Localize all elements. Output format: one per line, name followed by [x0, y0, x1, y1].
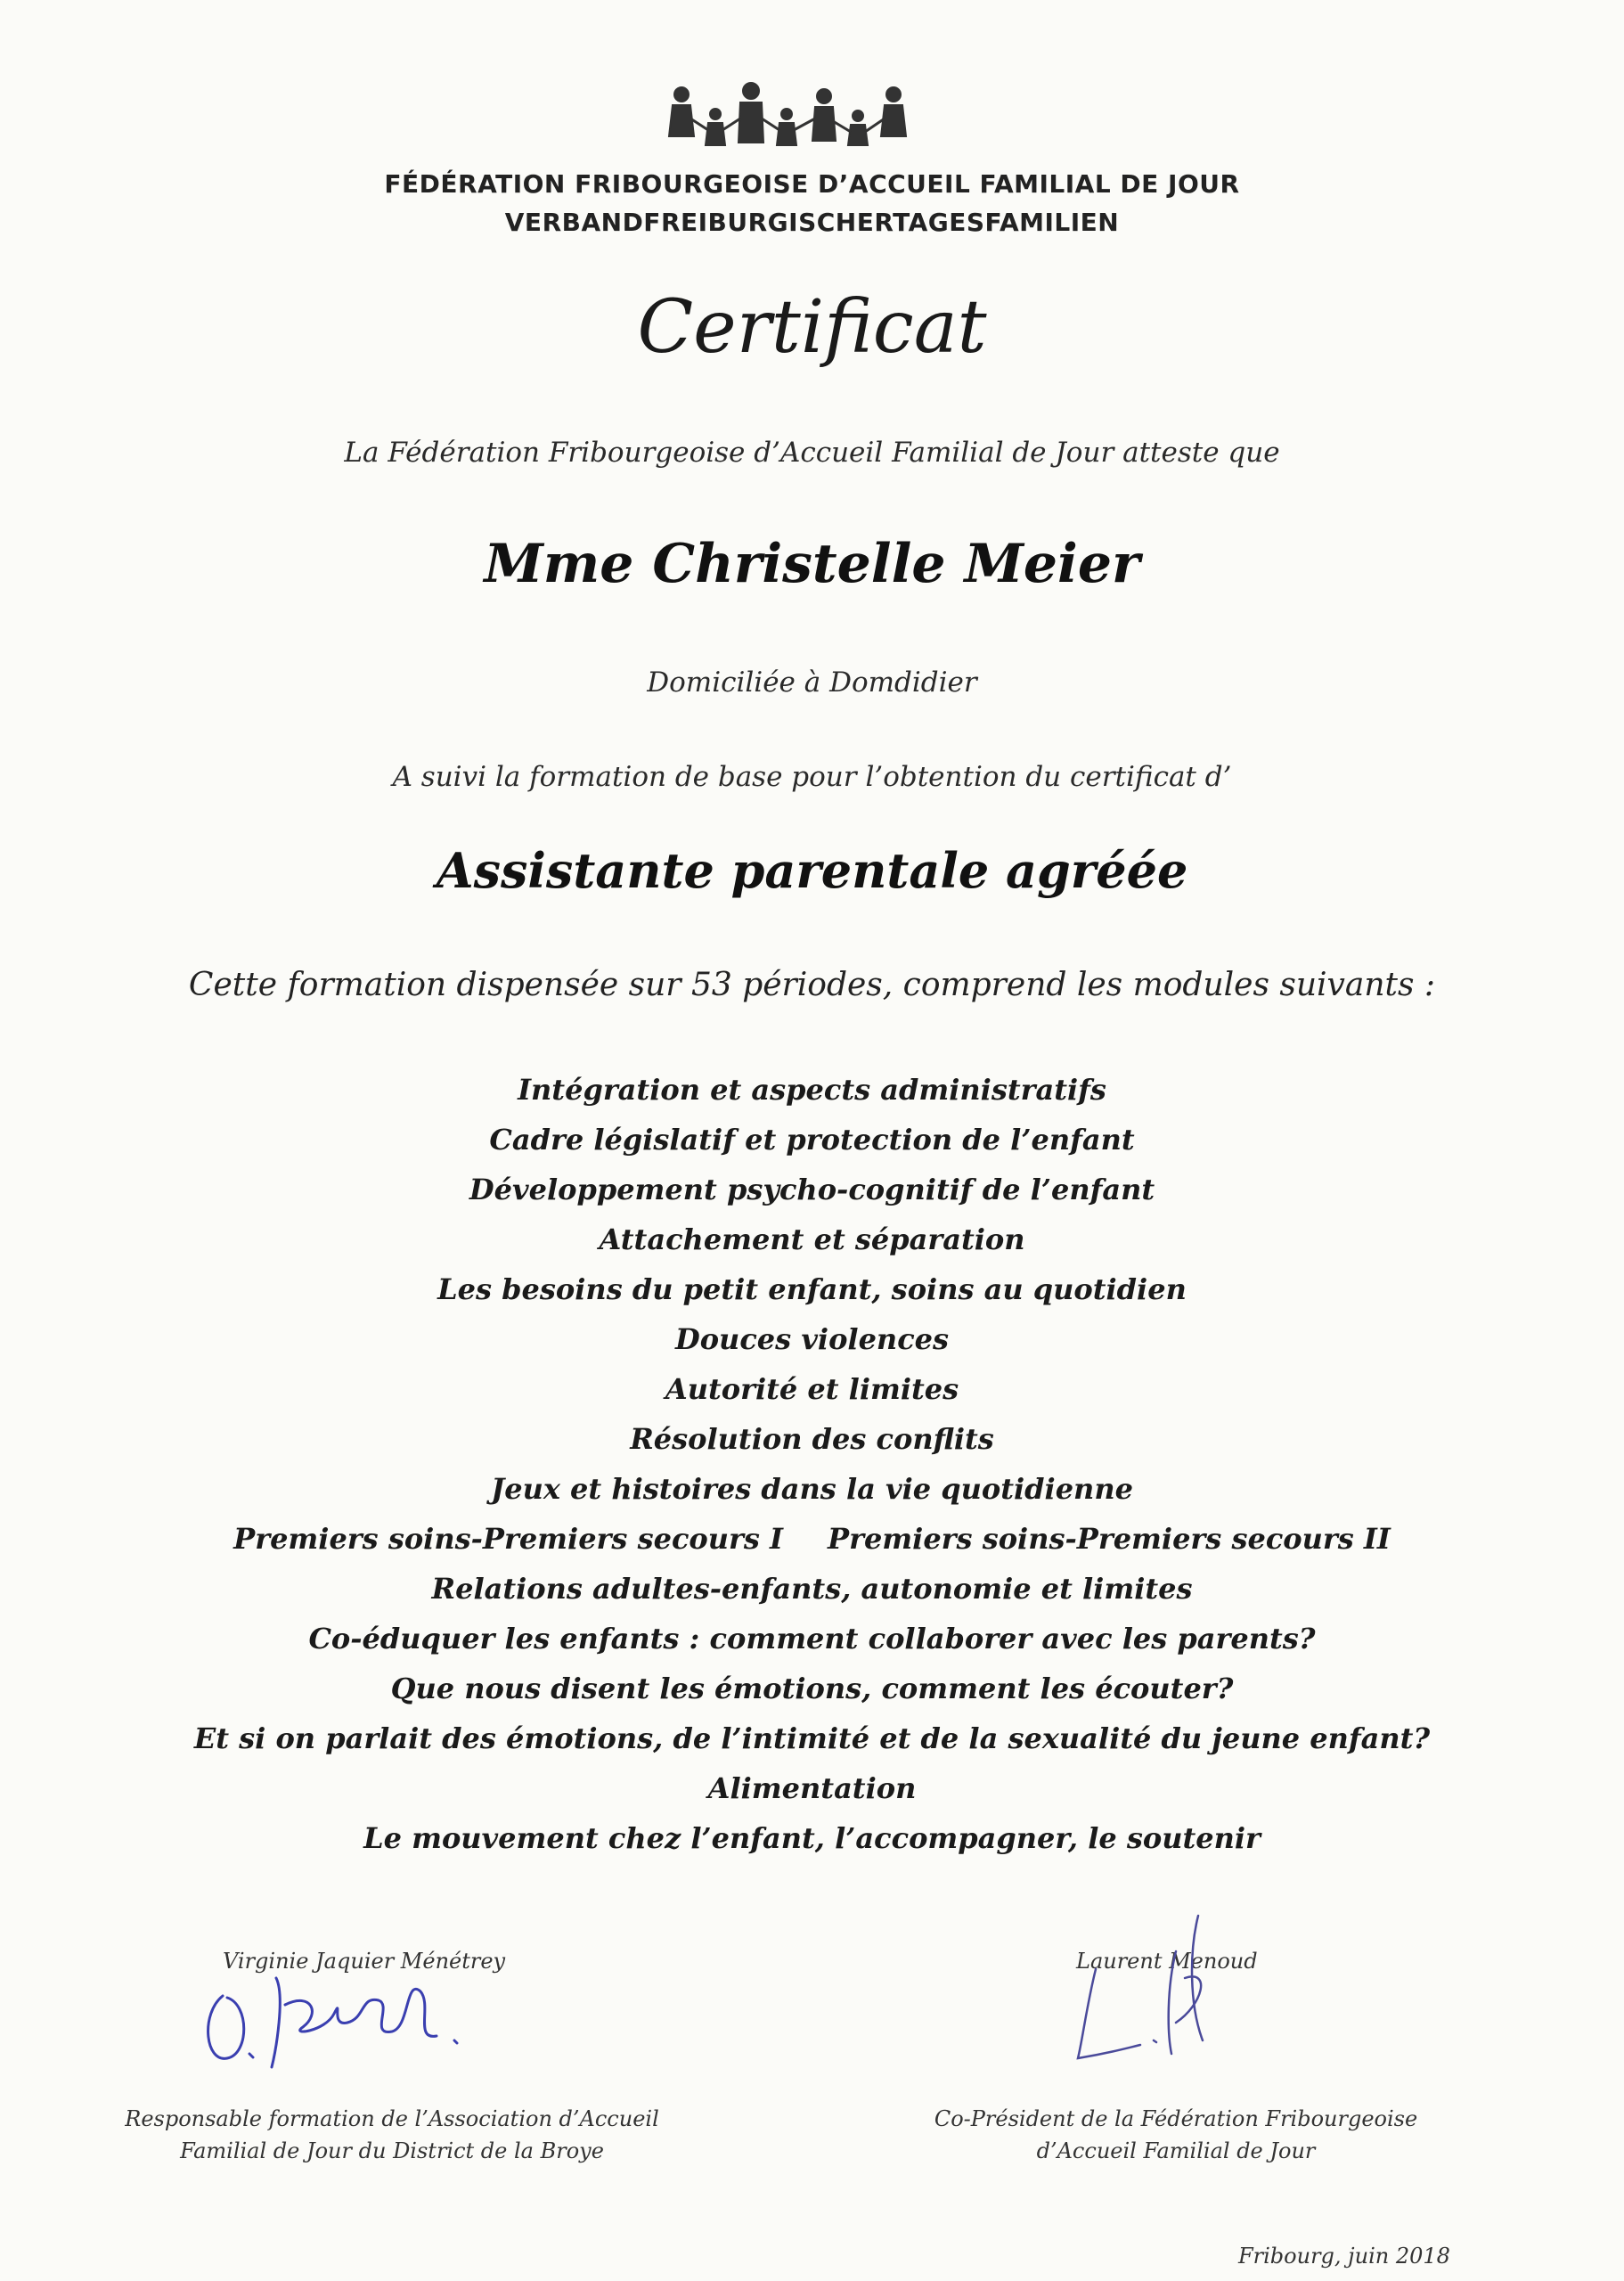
family-logo — [655, 78, 922, 168]
module-item: Attachement et séparation — [599, 1222, 1025, 1256]
diploma-title: Assistante parentale agréée — [436, 842, 1188, 899]
module-first-aid-2: Premiers soins-Premiers secours II — [828, 1522, 1391, 1556]
module-item: Développement psycho-cognitif de l’enfant — [469, 1173, 1155, 1206]
module-item: Que nous disent les émotions, comment les écouter? — [390, 1672, 1234, 1705]
modules-list — [0, 1065, 1624, 1863]
recipient-name: Mme Christelle Meier — [484, 533, 1140, 595]
module-item: Et si on parlait des émotions, de l’intimité et de la sexualité du jeune enfant? — [193, 1721, 1431, 1755]
module-first-aid-1: Premiers soins-Premiers secours I — [233, 1522, 784, 1556]
module-item: Cadre législatif et protection de l’enfant — [489, 1123, 1135, 1157]
module-item: Alimentation — [707, 1771, 917, 1805]
module-item-paired — [0, 1514, 1624, 1564]
module-item: Jeux et histoires dans la vie quotidienne — [491, 1472, 1133, 1506]
completion-line: A suivi la formation de base pour l’obtention du certificat d’ — [392, 761, 1232, 793]
left-role-line-1: Responsable formation de l’Association d’Accueil — [125, 2106, 659, 2131]
place-and-date: Fribourg, juin 2018 — [1238, 2244, 1450, 2269]
module-item: Co-éduquer les enfants : comment collaborer avec les parents? — [308, 1622, 1316, 1656]
right-signatory-name: Laurent Menoud — [1076, 1949, 1258, 1974]
module-item: Relations adultes-enfants, autonomie et limites — [431, 1572, 1193, 1606]
module-item: Le mouvement chez l’enfant, l’accompagner, le soutenir — [363, 1821, 1261, 1855]
organization-name-fr: FÉDÉRATION FRIBOURGEOISE D’ACCUEIL FAMILIAL DE JOUR — [384, 169, 1240, 199]
left-signature — [187, 1942, 526, 2085]
right-signature — [1033, 1898, 1265, 2076]
modules-intro: Cette formation dispensée sur 53 périodes, comprend les modules suivants : — [188, 967, 1436, 1003]
left-signatory-role — [116, 2103, 668, 2167]
module-item: Autorité et limites — [665, 1372, 959, 1406]
module-item: Résolution des conflits — [630, 1422, 994, 1456]
module-item: Intégration et aspects administratifs — [518, 1073, 1106, 1107]
certificate-title: Certificat — [637, 285, 987, 370]
module-item: Les besoins du petit enfant, soins au quotidien — [437, 1272, 1187, 1306]
right-signatory-role — [918, 2103, 1434, 2167]
organization-name-de: VERBANDFREIBURGISCHERTAGESFAMILIEN — [504, 208, 1120, 237]
residence-line: Domiciliée à Domdidier — [647, 666, 977, 699]
right-role-line-1: Co-Président de la Fédération Fribourgeoise — [934, 2106, 1418, 2131]
left-role-line-2: Familial de Jour du District de la Broye — [180, 2138, 604, 2163]
module-item: Douces violences — [674, 1322, 950, 1356]
attestation-line: La Fédération Fribourgeoise d’Accueil Familial de Jour atteste que — [344, 437, 1280, 469]
left-signatory-name: Virginie Jaquier Ménétrey — [223, 1949, 506, 1974]
right-role-line-2: d’Accueil Familial de Jour — [1036, 2138, 1316, 2163]
